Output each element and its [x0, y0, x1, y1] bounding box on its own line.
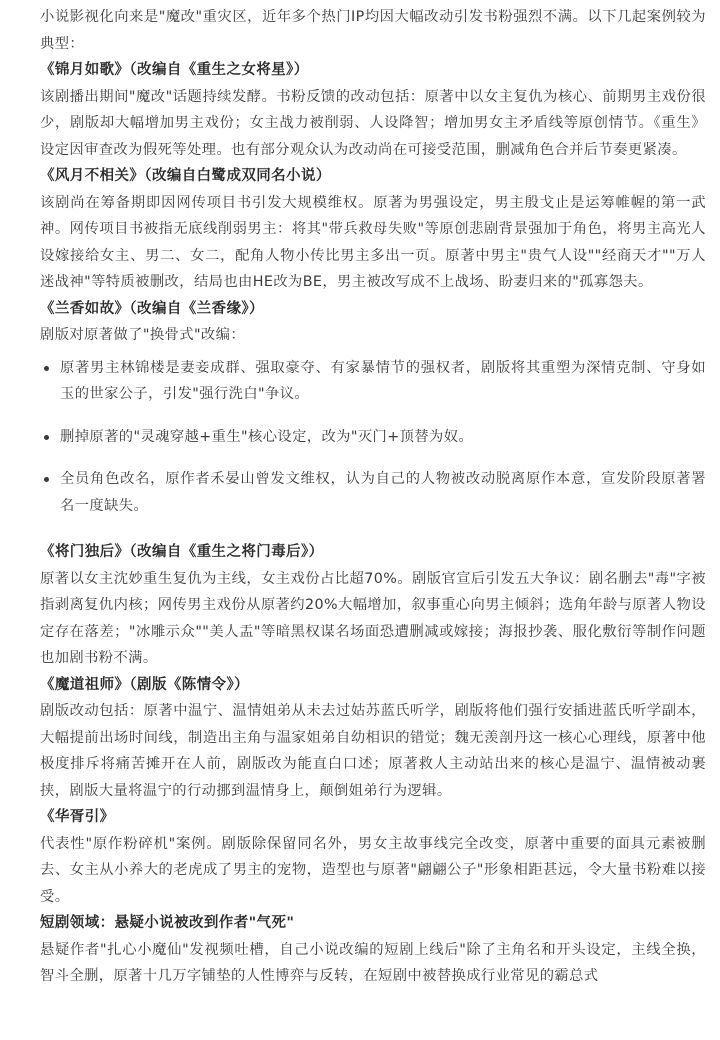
section-body-jinyue: 该剧播出期间"魔改"话题持续发酵。书粉反馈的改动包括：原著中以女主复仇为核心、前期男主戏份很少，剧版却大幅增加男主戏份；女主战力被削弱、人设降智；增加男女主矛盾线等原创情节。《重生》设定因审查改为假死等处理。也有部分观众认为改动尚在可接受范围，删减角色合并后节奏更紧凑。 [40, 88, 706, 158]
bullet-dot-icon [44, 435, 49, 440]
list-item-text: 删掉原著的"灵魂穿越+重生"核心设定，改为"灭门+顶替为奴。 [60, 428, 474, 445]
list-item [40, 424, 706, 451]
list-item [40, 466, 706, 519]
section-heading-modao: 《魔道祖师》（剧版《陈情令》） [40, 676, 249, 693]
section-heading-short-drama: 短剧领域：悬疑小说被改到作者"气死" [40, 915, 295, 931]
section-body-modao: 剧版改动包括：原著中温宁、温情姐弟从未去过姑苏蓝氏听学，剧版将他们强行安插进蓝氏听学副本，大幅提前出场时间线，制造出主角与温家姐弟自幼相识的错觉；魏无羡剖丹这一核心心理线，原著中他极度排斥将痛苦摊开在人前，剧版改为能直白口述；原著救人主动站出来的核心是温宁、温情被动裹挟，剧版大量将温宁的行动挪到温情身上，颠倒姐弟行为逻辑。 [40, 703, 706, 799]
list-item-text: 原著男主林锦楼是妻妾成群、强取豪夺、有家暴情节的强权者，剧版将其重塑为深情克制、守身如玉的世家公子，引发"强行洗白"争议。 [60, 359, 706, 402]
section-body-fengyue: 该剧尚在筹备期即因网传项目书引发大规模维权。原著为男强设定，男主殷戈止是运筹帷幄的第一武神。网传项目书被指无底线削弱男主：将其"带兵救母失败"等原创悲剧背景强加于角色，将男主高光人设嫁接给女主、男二、女二，配角人物小传比男主多出一页。原著中男主"贵气人设""经商天才""万人迷战神"等特质被删改，结局也由HE改为BE，男主被改写成不上战场、盼妻归来的"孤寡怨夫。 [40, 194, 706, 290]
section-lead-lanxiang: 剧版对原著做了"换骨式"改编： [40, 327, 246, 343]
section-body-jiangmen: 原著以女主沈妙重生复仇为主线，女主戏份占比超70%。剧版官宣后引发五大争议：剧名删去"毒"字被指剥离复仇内核；网传男主戏份从原著约20%大幅增加，叙事重心向男主倾斜；选角年龄与原著人物设定存在落差；"冰雕示众""美人盂"等暗黑权谋名场面恐遭删减或嫁接；海报抄袭、服化敷衍等制作问题也加剧书粉不满。 [40, 570, 706, 666]
list-item-text: 全员角色改名，原作者禾晏山曾发文维权，认为自己的人物被改动脱离原作本意，宣发阶段原著署名一度缺失。 [60, 471, 706, 514]
section-heading-lanxiang: 《兰香如故》（改编自《兰香缘》） [40, 300, 264, 317]
section-heading-jinyue: 《锦月如歌》（改编自《重生之女将星》） [40, 62, 309, 78]
section-heading-jiangmen: 《将门独后》（改编自《重生之将门毒后》） [40, 544, 324, 560]
section-heading-fengyue: 《风月不相关》（改编自白鹭成双同名小说） [40, 168, 331, 184]
bullet-dot-icon [44, 366, 49, 371]
intro-paragraph: 小说影视化向来是"魔改"重灾区，近年多个热门IP均因大幅改动引发书粉强烈不满。以下几起案例较为典型： [40, 9, 706, 52]
section-heading-huaxu: 《华胥引》 [40, 809, 115, 825]
list-item [40, 355, 706, 408]
section-body-huaxu: 代表性"原作粉碎机"案例。剧版除保留同名外，男女主故事线完全改变，原著中重要的面具元素被删去、女主从小养大的老虎成了男主的宠物，造型也与原著"翩翩公子"形象相距甚远，令大量书粉难以接受。 [40, 835, 706, 905]
bullet-list-lanxiang [40, 355, 706, 520]
section-body-short-drama: 悬疑作者"扎心小魔仙"发视频吐槽，自己小说改编的短剧上线后"除了主角名和开头设定，主线全换，智斗全删，原著十几万字铺垫的人性博弈与反转，在短剧中被替换成行业常见的霸总式 [40, 941, 706, 984]
bullet-dot-icon [44, 477, 49, 482]
